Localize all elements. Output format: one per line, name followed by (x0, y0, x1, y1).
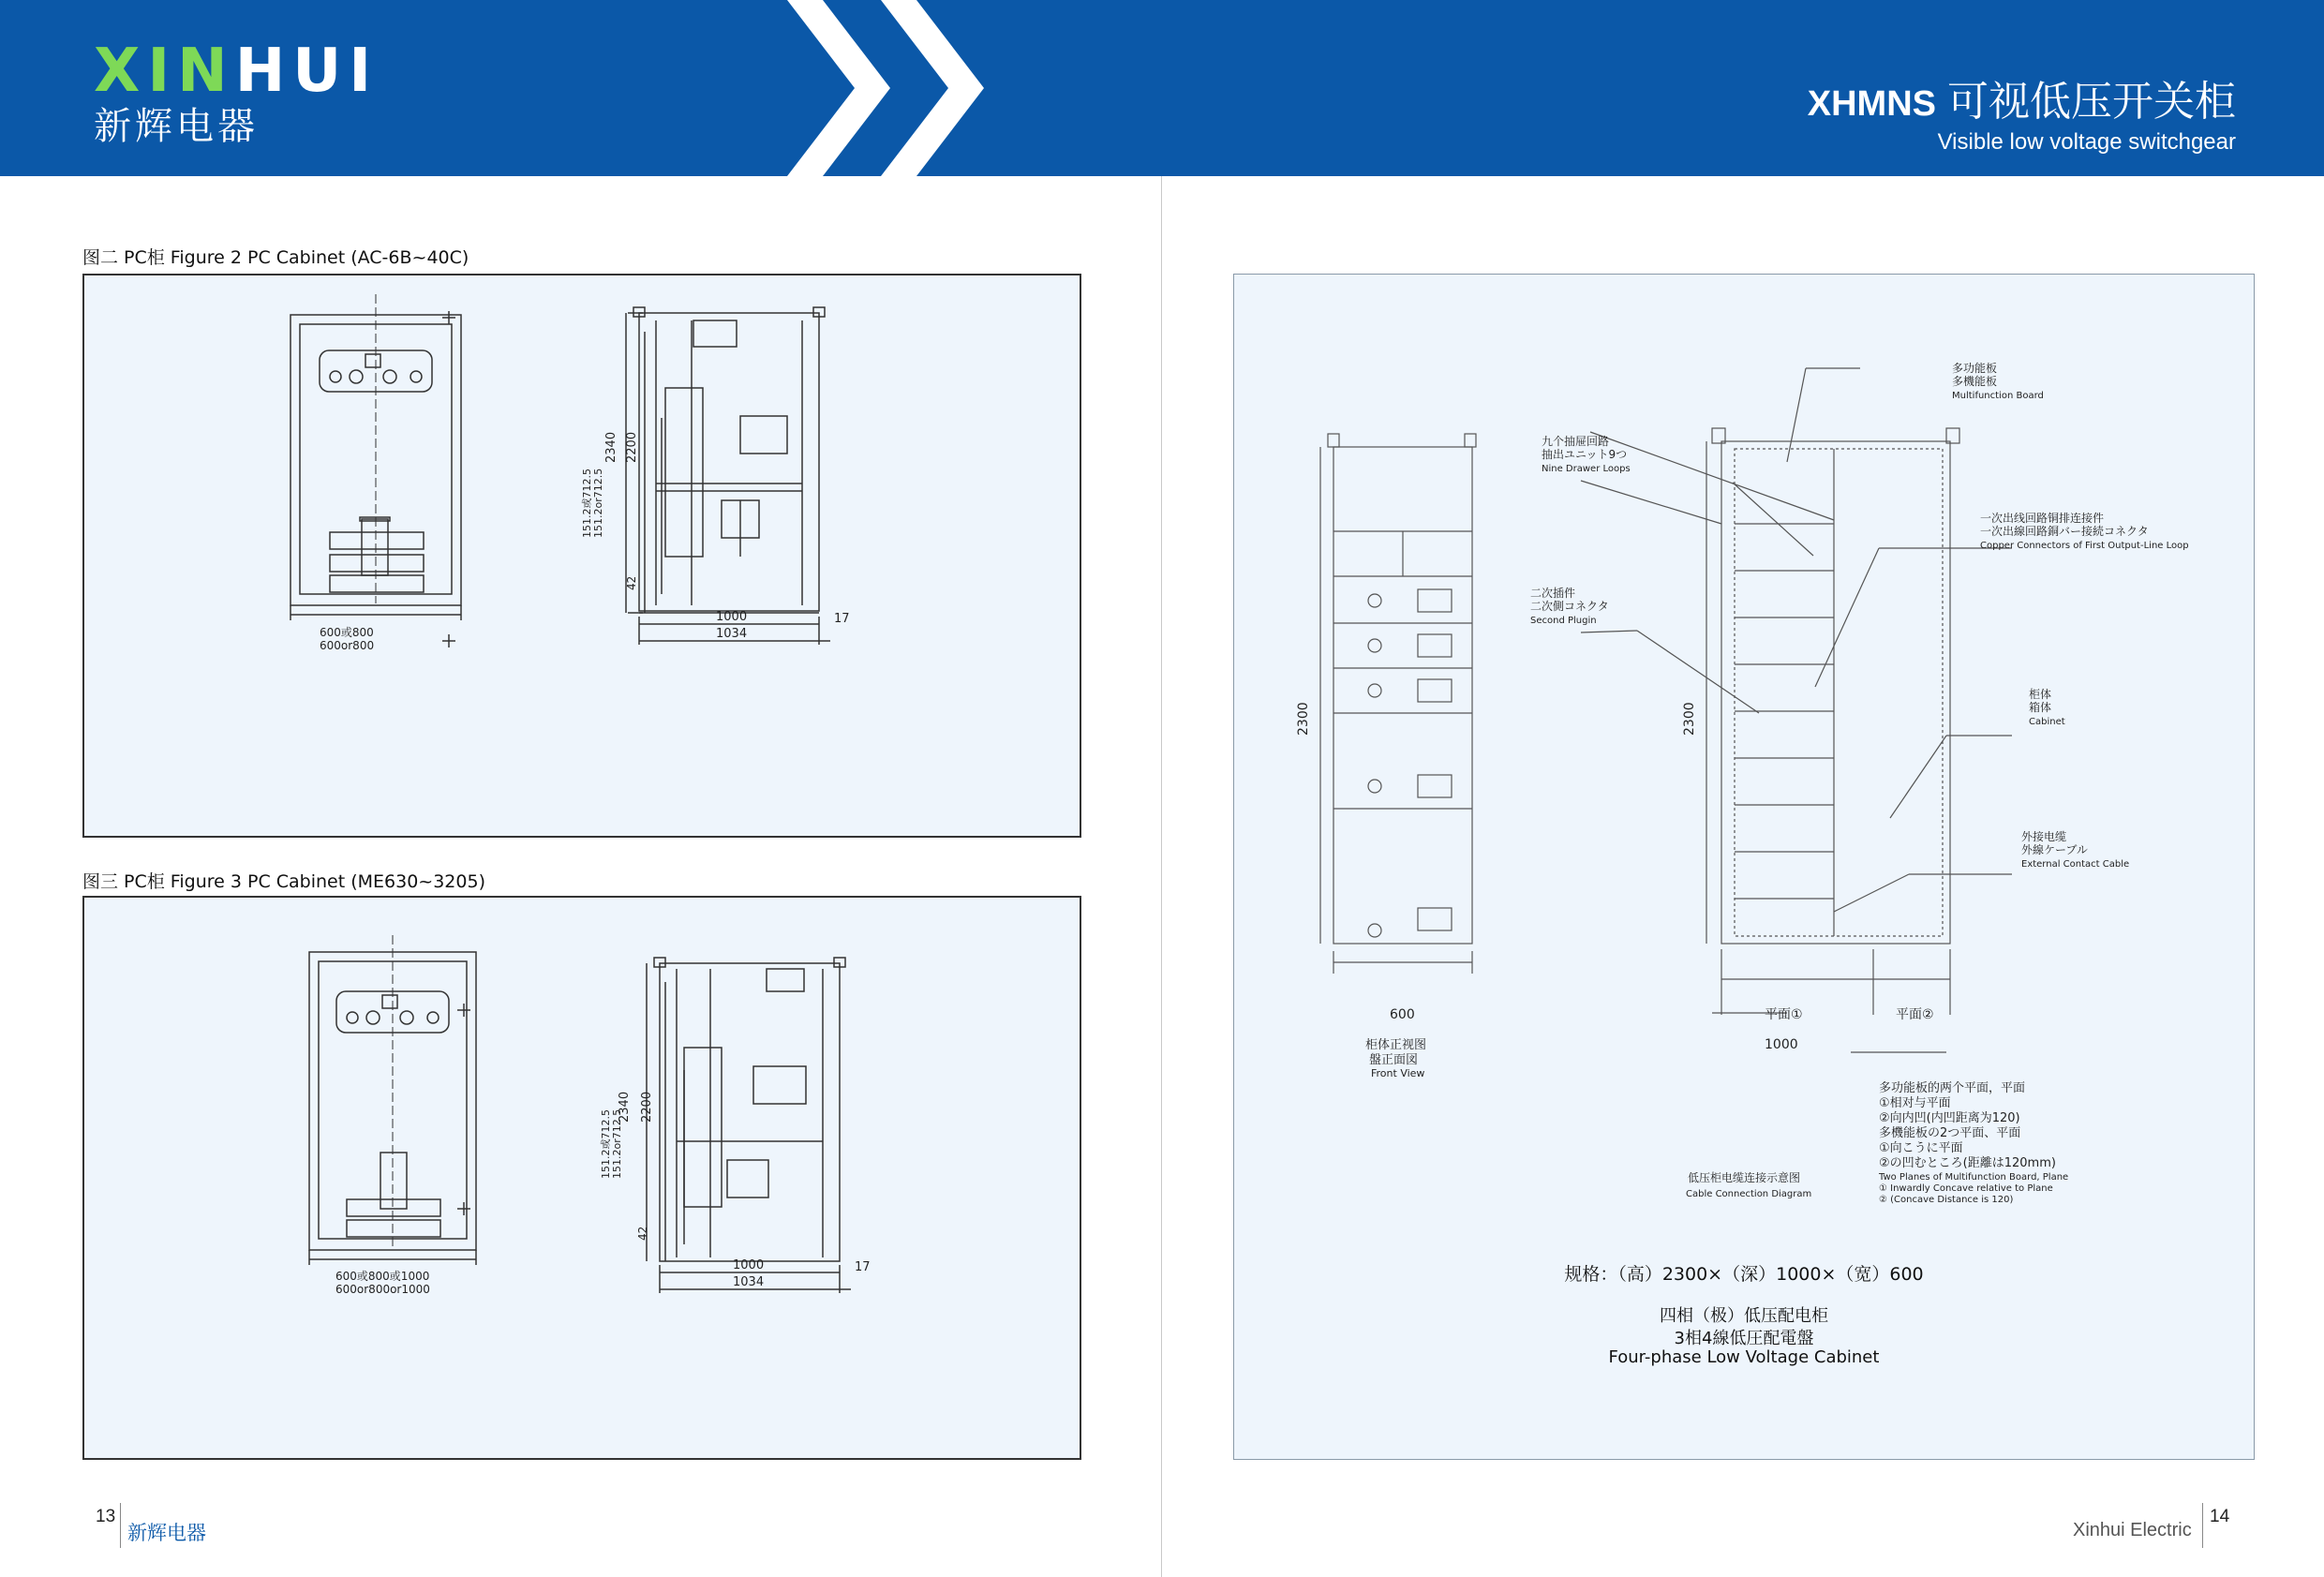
label-drawers-en: Nine Drawer Loops (1542, 464, 1631, 474)
fig3-depth: 1000 (733, 1258, 765, 1272)
fig3-depth-total: 1034 (733, 1275, 765, 1289)
svg-text:Two Planes of Multifunction Bo: Two Planes of Multifunction Board, Plane (1879, 1172, 2069, 1183)
fig2-height-frame: 2200 (625, 431, 639, 463)
side-depth: 1000 (1765, 1037, 1798, 1052)
product-title (1808, 67, 2236, 156)
front-width: 600 (1390, 1007, 1415, 1022)
product-name-cn: 可视低压开关柜 (1947, 78, 2236, 126)
front-drawer-handles (1368, 589, 1452, 937)
side-drawer-rows (1735, 524, 1834, 899)
footer-brand-cn: 新辉电器 (127, 1522, 206, 1544)
svg-text:多功能板的两个平面，平面: 多功能板的两个平面，平面 (1879, 1081, 2026, 1095)
logo-chinese-name: 新辉电器 (94, 105, 259, 148)
fig2-height-step-en: 151.2or712.5 (592, 468, 604, 538)
side-height: 2300 (1682, 702, 1697, 736)
front-view-cn: 柜体正视图 (1365, 1038, 1427, 1052)
diagram-title-en: Four-phase Low Voltage Cabinet (1608, 1347, 1880, 1367)
fig3-height-frame: 2200 (640, 1091, 654, 1123)
spec-dimensions: 规格：（高）2300×（深）1000×（宽）600 (1564, 1264, 1924, 1285)
svg-text:①向こうに平面: ①向こうに平面 (1879, 1141, 1963, 1155)
fig2-depth: 1000 (716, 610, 748, 624)
multifunction-board-note (1878, 1080, 2068, 1205)
label-plugin-cn: 二次插件 (1530, 587, 1576, 600)
front-view-en: Front View (1371, 1067, 1425, 1079)
product-name-en: Visible low voltage switchgear (1937, 129, 2236, 155)
figure-3-caption: 图三 PC柜 Figure 3 PC Cabinet (ME630~3205) (82, 871, 485, 892)
label-diagram-en: Cable Connection Diagram (1686, 1189, 1812, 1199)
label-multifunction-cn: 多功能板 (1952, 362, 1998, 375)
diagram-title-jp: 3相4線低圧配電盤 (1674, 1329, 1814, 1348)
fig2-base-height: 42 (625, 575, 638, 590)
label-cabinet-jp: 箱体 (2029, 701, 2052, 714)
figure-2-svg (84, 275, 1080, 836)
label-cable-cn: 外接电缆 (2021, 830, 2067, 843)
label-drawers-jp: 抽出ユニット9つ (1542, 448, 1628, 461)
fig2-height-total: 2340 (604, 431, 618, 463)
fig3-base-height: 42 (636, 1226, 649, 1241)
figure-2-drawing (82, 274, 1081, 838)
svg-text:① Inwardly Concave relative to: ① Inwardly Concave relative to Plane (1879, 1183, 2053, 1194)
mns-side-view (1721, 441, 1950, 944)
label-diagram-cn: 低压柜电缆连接示意图 (1688, 1171, 1801, 1184)
fig3-width-en: 600or800or1000 (335, 1283, 430, 1296)
chevron-decoration-icon (778, 0, 1021, 176)
label-drawers-cn: 九个抽屉回路 (1542, 435, 1610, 448)
label-copper-en: Copper Connectors of First Output-Line Loop (1980, 541, 2189, 551)
fig2-height-step-cn: 151.2或712.5 (581, 469, 593, 538)
label-cabinet-cn: 柜体 (2029, 688, 2052, 701)
figure-3-svg (84, 898, 1080, 1458)
side-cabinet-outline (660, 963, 840, 1261)
fig3-depth-extra: 17 (855, 1260, 871, 1274)
figure-2-caption: 图二 PC柜 Figure 2 PC Cabinet (AC-6B~40C) (82, 247, 469, 268)
footer-rule-right (2202, 1503, 2203, 1548)
fig3-height-step-cn: 151.2或712.5 (600, 1109, 612, 1179)
fig2-width-en: 600or800 (320, 639, 375, 652)
svg-text:多機能板の2つ平面、平面: 多機能板の2つ平面、平面 (1879, 1126, 2021, 1140)
svg-text:②の凹むところ(距離は120mm): ②の凹むところ(距離は120mm) (1879, 1156, 2056, 1170)
plane-2-label: 平面② (1896, 1007, 1934, 1022)
label-multifunction-jp: 多機能板 (1952, 375, 1998, 388)
fig2-depth-total: 1034 (716, 627, 748, 641)
brand-logo (94, 37, 380, 148)
fig3-width-cn: 600或800或1000 (335, 1270, 430, 1283)
label-cable-en: External Contact Cable (2021, 859, 2130, 870)
label-copper-cn: 一次出线回路铜排连接件 (1980, 512, 2105, 525)
page-header (0, 0, 2324, 176)
front-height: 2300 (1296, 702, 1311, 736)
page-spread-divider (1161, 176, 1162, 1577)
side-cabinet-outline (639, 313, 819, 611)
page-number-left: 13 (96, 1507, 116, 1526)
footer-brand-en: Xinhui Electric (2073, 1520, 2192, 1540)
fig3-height-total: 2340 (618, 1091, 632, 1123)
fig2-width-cn: 600或800 (320, 626, 374, 639)
front-view-jp: 盤正面図 (1369, 1053, 1419, 1067)
svg-text:② (Concave Distance is 120): ② (Concave Distance is 120) (1879, 1195, 2014, 1205)
diagram-title-cn: 四相（极）低压配电柜 (1660, 1306, 1828, 1326)
svg-text:①相对与平面: ①相对与平面 (1879, 1096, 1951, 1110)
page-number-right: 14 (2210, 1507, 2230, 1526)
figure-3-drawing (82, 896, 1081, 1460)
product-code: XHMNS (1807, 84, 1936, 124)
svg-text:②向内凹(内凹距离为120): ②向内凹(内凹距离为120) (1879, 1111, 2020, 1125)
logo-wordmark: XINHUI (94, 37, 380, 106)
fig3-height-step-en: 151.2or712.5 (611, 1108, 623, 1179)
fig2-depth-extra: 17 (834, 612, 850, 626)
label-cabinet-en: Cabinet (2029, 717, 2065, 727)
footer-rule-left (120, 1503, 121, 1548)
plane-1-label: 平面① (1765, 1007, 1803, 1022)
label-cable-jp: 外線ケーブル (2021, 843, 2088, 856)
label-multifunction-en: Multifunction Board (1952, 391, 2044, 401)
label-copper-jp: 一次出線回路銅バー接続コネクタ (1980, 525, 2149, 538)
label-plugin-jp: 二次側コネクタ (1530, 600, 1609, 613)
label-plugin-en: Second Plugin (1530, 616, 1597, 626)
